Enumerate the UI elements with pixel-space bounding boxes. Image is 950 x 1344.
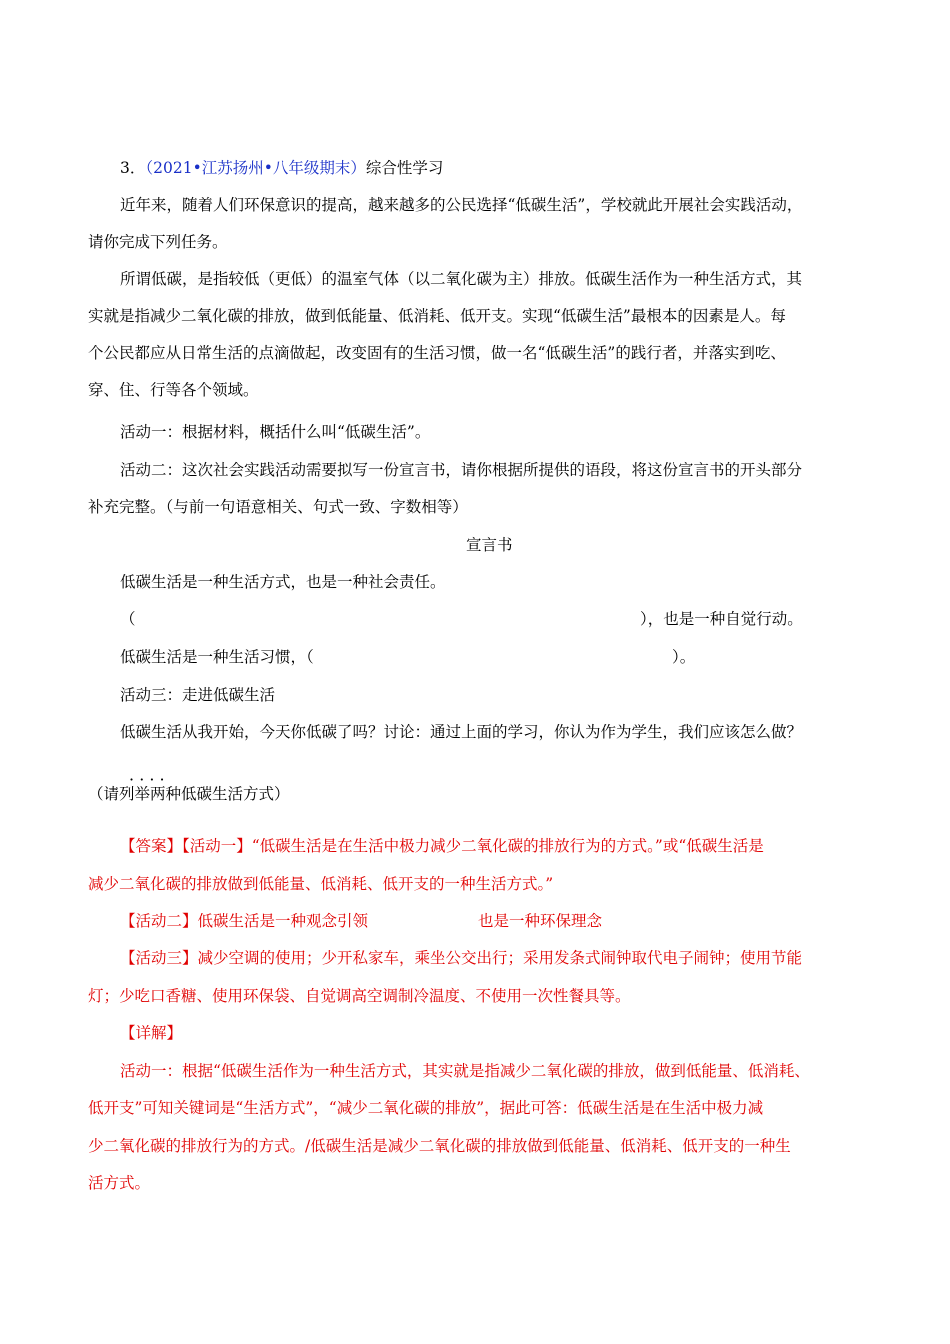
declaration-line-3-start: 低碳生活是一种生活习惯，（ (120, 648, 314, 666)
declaration-open-paren: （ (120, 610, 136, 628)
paragraph-line: 所谓低碳，是指较低（更低）的温室气体（以二氧化碳为主）排放。低碳生活作为一种生活方式，其 (120, 270, 803, 288)
paragraph-line: 实就是指减少二氧化碳的排放，做到低能量、低消耗、低开支。实现“低碳生活”最根本的因素是人。每 (88, 307, 786, 325)
answer-activity-two-b: 也是一种环保理念 (478, 912, 603, 930)
activity-two-prompt: 活动二：这次社会实践活动需要拟写一份宣言书，请你根据所提供的语段，将这份宣言书的开头部分 (120, 461, 803, 479)
emphasis-dots: · · 列举两种 (119, 784, 181, 804)
paragraph-line: 请你完成下列任务。 (88, 233, 228, 251)
detail-line: 活方式。 (88, 1174, 151, 1192)
detail-line: 少二氧化碳的排放行为的方式。/低碳生活是减少二氧化碳的排放做到低能量、低消耗、低开支的一种生 (88, 1137, 791, 1155)
detail-label: 【详解】 (120, 1024, 183, 1042)
paragraph-line: 近年来，随着人们环保意识的提高，越来越多的公民选择“低碳生活”，学校就此开展社会实践活动， (120, 196, 803, 214)
activity-three-question: 低碳生活从我开始，今天你低碳了吗？讨论：通过上面的学习，你认为作为学生，我们应该怎么做？ (120, 723, 803, 741)
detail-line: 活动一：根据“低碳生活作为一种生活方式，其实就是指减少二氧化碳的排放，做到低能量、低消耗、 (120, 1062, 810, 1080)
paragraph-line: 穿、住、行等各个领域。 (88, 381, 259, 399)
question-source: （2021•江苏扬州•八年级期末） (145, 159, 366, 177)
question-number: 3． (120, 159, 146, 177)
answer-activity-three-cont: 灯；少吃口香糖、使用环保袋、自觉调高空调制冷温度、不使用一次性餐具等。 (88, 987, 631, 1005)
declaration-line-1: 低碳生活是一种生活方式，也是一种社会责任。 (120, 573, 446, 591)
declaration-title: 宣言书 (466, 536, 513, 554)
declaration-line-3-end: ）。 (672, 648, 696, 666)
question-type: 综合性学习 (365, 159, 444, 177)
answer-activity-three: 【活动三】减少空调的使用；少开私家车，乘坐公交出行；采用发条式闹钟取代电子闹钟；使用节能 (120, 949, 803, 967)
activity-three-title: 活动三：走进低碳生活 (120, 686, 276, 704)
activity-two-prompt-cont: 补充完整。（与前一句语意相关、句式一致、字数相等） (88, 498, 468, 516)
detail-line: 低开支”可知关键词是“生活方式”，“减少二氧化碳的排放”，据此可答：低碳生活是在生活中极力减 (88, 1099, 764, 1117)
question-header (120, 158, 443, 178)
declaration-line-2-end: ），也是一种自觉行动。 (640, 610, 803, 628)
activity-three-note: （请· · 列举两种低碳生活方式） (88, 784, 290, 804)
answer-activity-two: 【活动二】低碳生活是一种观念引领 (120, 912, 369, 930)
paragraph-line: 个公民都应从日常生活的点滴做起，改变固有的生活习惯，做一名“低碳生活”的践行者，并落实到吃、 (88, 344, 786, 362)
answer-line: 【答案】【活动一】“低碳生活是在生活中极力减少二氧化碳的排放行为的方式。”或“低碳生活是 (120, 837, 764, 855)
answer-line: 减少二氧化碳的排放做到低能量、低消耗、低开支的一种生活方式。” (88, 875, 554, 893)
activity-one-prompt: 活动一：根据材料，概括什么叫“低碳生活”。 (120, 423, 431, 441)
